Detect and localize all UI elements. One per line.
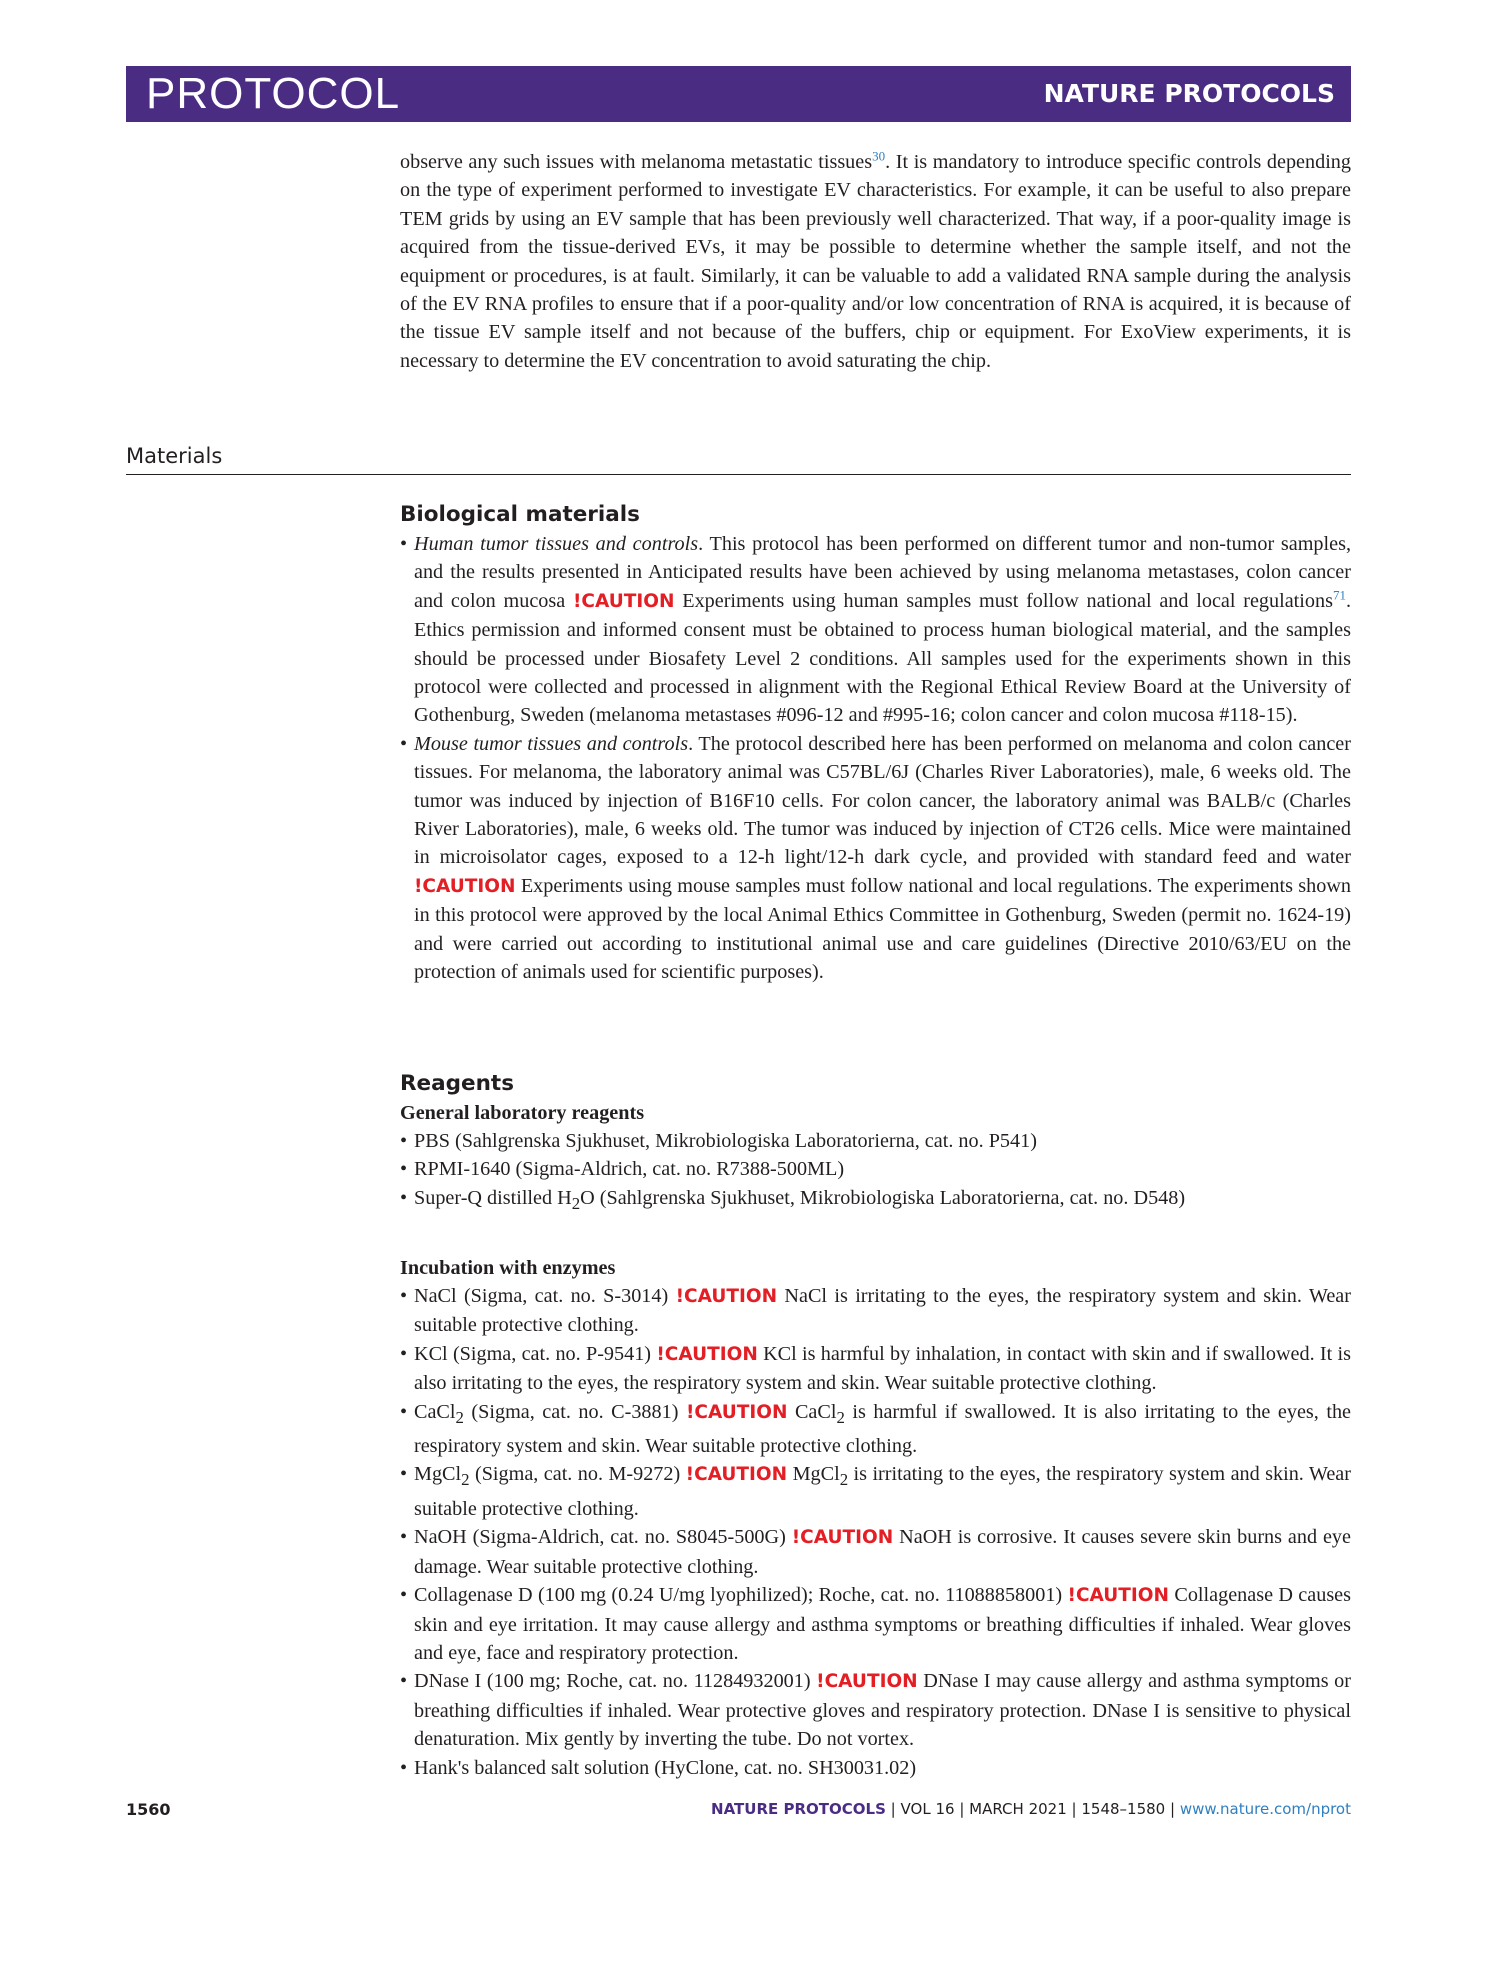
caution-label: !CAUTION <box>675 1286 778 1307</box>
citation-link[interactable]: 30 <box>872 148 886 164</box>
list-item <box>400 1754 1351 1782</box>
enzymes-heading: Incubation with enzymes <box>400 1257 616 1279</box>
item-text: DNase I (100 mg; Roche, cat. no. 11284932001) <box>414 1670 817 1693</box>
item-text: NaCl (Sigma, cat. no. S-3014) <box>414 1285 676 1307</box>
list-item <box>400 1398 1351 1461</box>
item-text: CaCl <box>787 1400 837 1423</box>
item-text: . The protocol described here has been performed on melanoma and colon cancer tissues. For melanoma, the laboratory animal was C57BL/6J (Charles River Laboratories), male, 6 weeks old. The tumor was induced by injection of B16F10 cells. For colon cancer, the laboratory animal was BALB/c (Charles River Laboratories), male, 6 weeks old. The tumor was induced by injection of CT26 cells. Mice were maintained in microisolator cages, exposed to a 12-h light/12-h dark cycle, and provided with standard feed and water <box>414 732 1351 869</box>
item-text: NaCl is irritating to the eyes, the respiratory system and skin. Wear suitable protective clothing. <box>414 1285 1351 1337</box>
list-item <box>400 1460 1351 1523</box>
list-item <box>400 1667 1351 1753</box>
item-text: Hank's balanced salt solution (HyClone, cat. no. SH30031.02) <box>414 1756 917 1779</box>
footer-pages: 1548–1580 <box>1081 1800 1166 1818</box>
intro-paragraph <box>400 148 1351 375</box>
intro-text: observe any such issues with melanoma metastatic tissues <box>400 151 873 173</box>
caution-label: !CAUTION <box>414 875 516 897</box>
section-divider <box>126 474 1351 475</box>
list-item <box>400 730 1351 987</box>
item-text: KCl (Sigma, cat. no. P-9541) <box>414 1342 657 1365</box>
enzymes-list <box>400 1282 1351 1782</box>
footer-date: MARCH 2021 <box>969 1800 1067 1818</box>
journal-url-link[interactable]: www.nature.com/nprot <box>1179 1800 1351 1818</box>
item-text: CaCl <box>414 1400 456 1423</box>
enzymes-block <box>400 1254 1351 1782</box>
biological-materials-heading: Biological materials <box>400 502 640 527</box>
item-text: . This protocol has been performed on different tumor and non-tumor samples, and the results presented in Anticipated results have been achieved by using melanoma metastases, colon cancer and colon mucosa <box>414 533 1351 612</box>
list-item <box>400 1340 1351 1398</box>
item-text: Experiments using mouse samples must follow national and local regulations. The experiments shown in this protocol were approved by the local Animal Ethics Committee in Gothenburg, Sweden (permit no. 1624-19) and were carried out according to institutional animal use and care guidelines (Directive 2010/63/EU on the protection of animals used for scientific purposes). <box>414 874 1351 984</box>
item-text: is irritating to the eyes, the respiratory system and skin. Wear suitable protective clothing. <box>414 1463 1351 1520</box>
caution-label: !CAUTION <box>572 590 675 612</box>
list-item <box>400 1282 1351 1340</box>
page-number: 1560 <box>126 1800 171 1819</box>
reagents-heading: Reagents <box>400 1071 514 1096</box>
item-text: Experiments using human samples must follow national and local regulations <box>674 589 1333 612</box>
footer-volume: VOL 16 <box>900 1800 955 1818</box>
separator: | <box>890 1800 896 1818</box>
separator: | <box>959 1800 965 1818</box>
item-title: Human tumor tissues and controls <box>414 533 699 555</box>
list-item <box>400 530 1351 730</box>
intro-paragraph-block <box>400 148 1351 375</box>
list-item <box>400 1523 1351 1581</box>
caution-label: !CAUTION <box>816 1671 918 1693</box>
subscript: 2 <box>839 1470 849 1490</box>
reagents-block <box>400 1069 1351 1218</box>
item-text: O (Sahlgrenska Sjukhuset, Mikrobiologiska Laboratorierna, cat. no. D548) <box>580 1186 1186 1209</box>
item-title: Mouse tumor tissues and controls <box>414 732 689 755</box>
list-item <box>400 1581 1351 1667</box>
section-title-materials: Materials <box>126 444 223 468</box>
subscript: 2 <box>455 1407 464 1427</box>
caution-label: !CAUTION <box>685 1464 788 1486</box>
item-text: DNase I may cause allergy and asthma symptoms or breathing difficulties if inhaled. Wear protective gloves and respiratory protection. DNase I is sensitive to physical denaturation. Mix gently by inverting the tube. Do not vortex. <box>414 1670 1351 1751</box>
item-text: is harmful if swallowed. It is also irritating to the eyes, the respiratory system and skin. Wear suitable protective clothing. <box>414 1400 1351 1458</box>
item-text: RPMI-1640 (Sigma-Aldrich, cat. no. R7388-500ML) <box>414 1158 845 1181</box>
item-text: (Sigma, cat. no. C-3881) <box>463 1400 686 1423</box>
footer-journal: NATURE PROTOCOLS <box>711 1800 886 1818</box>
item-text: (Sigma, cat. no. M-9272) <box>469 1463 686 1486</box>
item-text: PBS (Sahlgrenska Sjukhuset, Mikrobiologiska Laboratorierna, cat. no. P541) <box>414 1130 1037 1152</box>
general-reagents-heading: General laboratory reagents <box>400 1102 645 1124</box>
caution-label: !CAUTION <box>1067 1585 1170 1607</box>
footer-citation <box>711 1800 1351 1818</box>
item-text: NaOH is corrosive. It causes severe skin burns and eye damage. Wear suitable protective clothing. <box>414 1526 1351 1578</box>
item-text: MgCl <box>414 1463 462 1486</box>
intro-text-continued: . It is mandatory to introduce specific controls depending on the type of experiment performed to investigate EV characteristics. For example, it can be useful to also prepare TEM grids by using an EV sample that has been previously well characterized. That way, if a poor-quality image is acquired from the tissue-derived EVs, it may be possible to determine whether the sample itself, and not the equipment or procedures, is at fault. Similarly, it can be valuable to add a validated RNA sample during the analysis of the EV RNA profiles to ensure that if a poor-quality and/or low concentration of RNA is acquired, it is because of the tissue EV sample itself and not because of the buffers, chip or equipment. For ExoView experiments, it is necessary to determine the EV concentration to avoid saturating the chip. <box>400 151 1351 372</box>
list-item <box>400 1127 1351 1155</box>
caution-label: !CAUTION <box>791 1527 894 1549</box>
item-text: Collagenase D causes skin and eye irritation. It may cause allergy and asthma symptoms or breathing difficulties if inhaled. Wear gloves and eye, face and respiratory protection. <box>414 1584 1351 1664</box>
separator: | <box>1071 1800 1077 1818</box>
item-text: MgCl <box>787 1463 840 1486</box>
subscript: 2 <box>836 1407 845 1427</box>
list-item <box>400 1155 1351 1183</box>
subscript: 2 <box>461 1470 470 1490</box>
journal-name-header: NATURE PROTOCOLS <box>1043 79 1335 108</box>
article-type-label: PROTOCOL <box>146 69 401 118</box>
citation-link[interactable]: 71 <box>1332 587 1346 603</box>
item-text: Super-Q distilled H <box>414 1186 572 1209</box>
item-text: . Ethics permission and informed consent must be obtained to process human biological material, and the samples should be processed under Biosafety Level 2 conditions. All samples used for the experiments shown in this protocol were collected and processed in alignment with the Regional Ethical Review Board at the University of Gothenburg, Sweden (melanoma metastases #096-12 and #995-16; colon cancer and colon mucosa #118-15). <box>414 589 1351 727</box>
list-item <box>400 1184 1351 1218</box>
general-reagents-list <box>400 1127 1351 1218</box>
subscript: 2 <box>571 1193 581 1213</box>
item-text: Collagenase D (100 mg (0.24 U/mg lyophilized); Roche, cat. no. 11088858001) <box>414 1584 1068 1607</box>
biological-materials-list <box>400 530 1351 987</box>
biological-materials-block <box>400 500 1351 987</box>
caution-label: !CAUTION <box>685 1401 788 1423</box>
caution-label: !CAUTION <box>656 1343 758 1365</box>
item-text: NaOH (Sigma-Aldrich, cat. no. S8045-500G) <box>414 1526 792 1549</box>
item-text: KCl is harmful by inhalation, in contact with skin and if swallowed. It is also irritating to the eyes, the respiratory system and skin. Wear suitable protective clothing. <box>414 1342 1351 1395</box>
header-banner <box>126 66 1351 122</box>
separator: | <box>1170 1800 1176 1818</box>
